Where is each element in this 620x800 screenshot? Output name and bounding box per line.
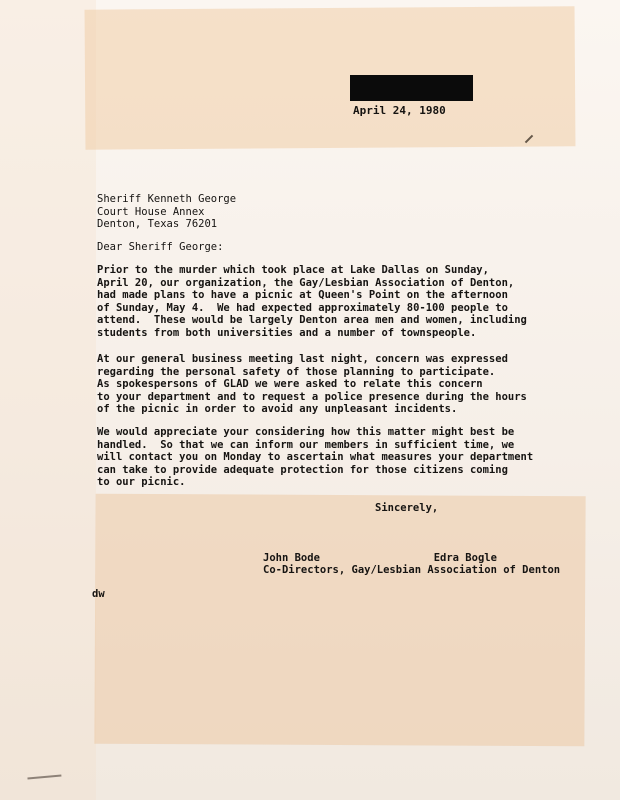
paper-stain bbox=[0, 0, 96, 800]
recipient-line: Sheriff Kenneth George bbox=[97, 193, 237, 205]
letter-date: April 24, 1980 bbox=[353, 104, 446, 117]
paragraph-2 bbox=[97, 353, 527, 416]
body-line: to your department and to request a police presence during the hours bbox=[97, 390, 527, 403]
closing: Sincerely, bbox=[375, 502, 439, 514]
signatory-2: Edra Bogle bbox=[433, 552, 497, 564]
paragraph-1 bbox=[97, 264, 527, 340]
recipient-line: Court House Annex bbox=[97, 205, 205, 218]
paragraph-3 bbox=[97, 426, 533, 489]
body-line: handled. So that we can inform our members in sufficient time, we bbox=[97, 438, 515, 451]
body-line: attend. These would be largely Denton area men and women, including bbox=[97, 314, 527, 327]
body-line: Prior to the murder which took place at Lake Dallas on Sunday, bbox=[97, 264, 489, 276]
body-line: regarding the personal safety of those planning to participate. bbox=[97, 365, 496, 378]
body-line: had made plans to have a picnic at Queen's Point on the afternoon bbox=[97, 289, 508, 302]
body-line: of Sunday, May 4. We had expected approximately 80-100 people to bbox=[97, 301, 508, 314]
body-line: to our picnic. bbox=[97, 476, 186, 489]
signatory-1: John Bode bbox=[263, 552, 320, 564]
recipient-line: Denton, Texas 76201 bbox=[97, 218, 218, 231]
body-line: students from both universities and a number of townspeople. bbox=[97, 326, 477, 339]
recipient-address bbox=[97, 193, 236, 231]
signatory-title: Co-Directors, Gay/Lesbian Association of Denton bbox=[263, 564, 561, 576]
body-line: can take to provide adequate protection for those citizens coming bbox=[97, 463, 508, 476]
body-line: April 20, our organization, the Gay/Lesbian Association of Denton, bbox=[97, 276, 515, 289]
tape-stain-top bbox=[85, 6, 576, 149]
tape-stain-bottom bbox=[94, 494, 585, 747]
body-line: will contact you on Monday to ascertain what measures your department bbox=[97, 451, 534, 464]
redaction-box bbox=[350, 75, 473, 101]
body-line: of the picnic in order to avoid any unpleasant incidents. bbox=[97, 403, 458, 416]
signatories bbox=[263, 552, 497, 565]
body-line: We would appreciate your considering how this matter might best be bbox=[97, 426, 515, 438]
typist-initials: dw bbox=[92, 588, 105, 600]
body-line: At our general business meeting last night, concern was expressed bbox=[97, 353, 508, 365]
body-line: As spokespersons of GLAD we were asked to relate this concern bbox=[97, 378, 483, 391]
salutation: Dear Sheriff George: bbox=[97, 241, 224, 253]
